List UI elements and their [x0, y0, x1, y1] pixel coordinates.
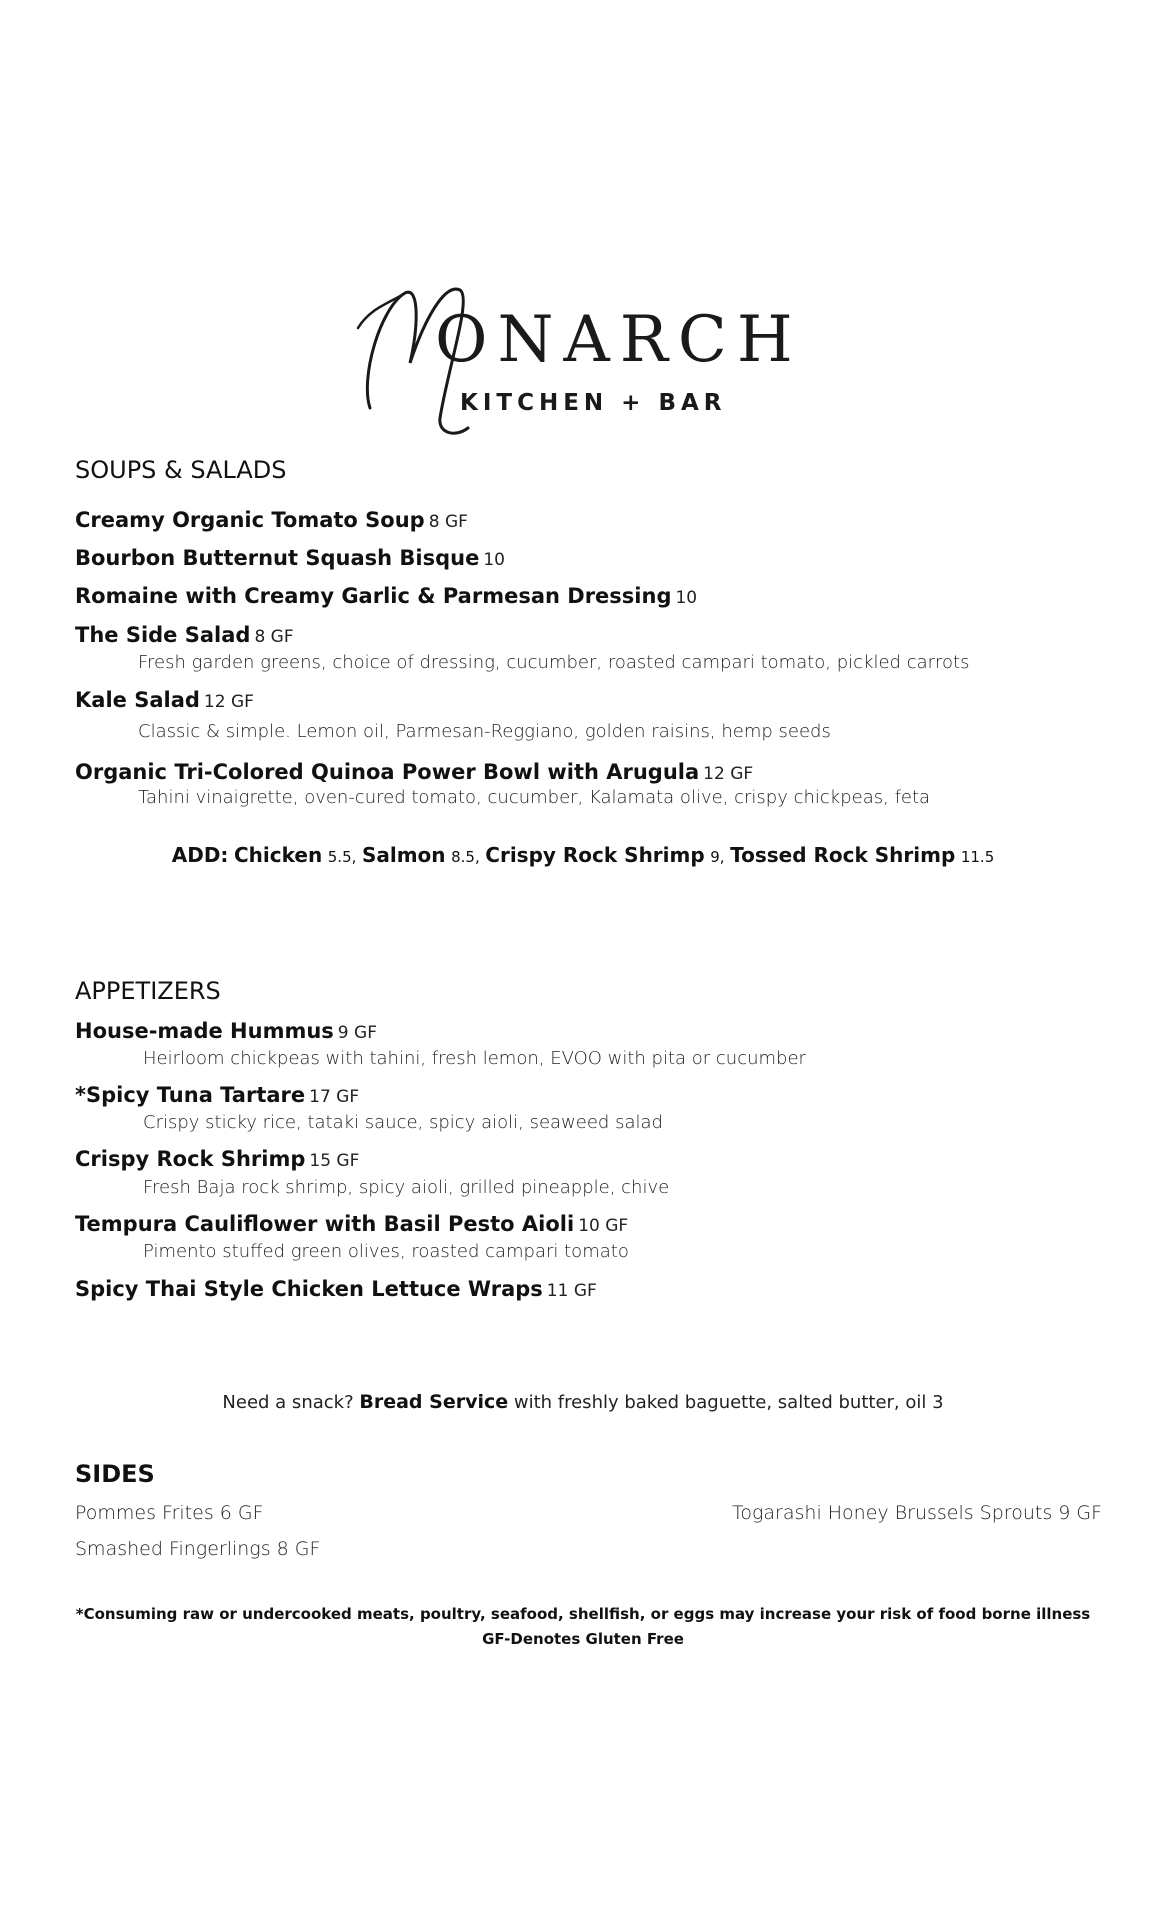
menu-item	[75, 1277, 597, 1302]
add-salmon-price: 8.5,	[451, 848, 480, 866]
menu-item	[75, 1212, 628, 1237]
item-name: Spicy Thai Style Chicken Lettuce Wraps	[75, 1277, 543, 1301]
logo-wordmark: ONARCH	[435, 303, 803, 377]
item-name: Crispy Rock Shrimp	[75, 1147, 306, 1171]
bread-prefix: Need a snack?	[222, 1392, 354, 1413]
side-item: Pommes Frites 6 GF	[75, 1502, 264, 1524]
item-name: Bourbon Butternut Squash Bisque	[75, 546, 480, 570]
item-name: Kale Salad	[75, 688, 200, 712]
menu-item	[75, 508, 468, 533]
item-price: 8 GF	[428, 512, 468, 532]
item-description: Crispy sticky rice, tataki sauce, spicy aioli, seaweed salad	[143, 1112, 663, 1133]
item-name: *Spicy Tuna Tartare	[75, 1083, 306, 1107]
menu-item	[75, 1147, 359, 1172]
item-description: Classic & simple. Lemon oil, Parmesan-Reggiano, golden raisins, hemp seeds	[138, 721, 831, 742]
item-name: The Side Salad	[75, 623, 251, 647]
raw-food-warning: *Consuming raw or undercooked meats, poultry, seafood, shellfish, or eggs may increase your risk of food borne illness	[75, 1605, 1091, 1623]
menu-item	[75, 546, 505, 571]
bread-service-line	[0, 1391, 1166, 1413]
item-price: 10	[483, 550, 505, 570]
menu-item	[75, 623, 294, 648]
add-tossed-shrimp: Tossed Rock Shrimp	[730, 843, 956, 867]
item-description: Pimento stuffed green olives, roasted campari tomato	[143, 1241, 629, 1262]
add-tossed-shrimp-price: 11.5	[960, 848, 995, 866]
section-heading-soups-salads: SOUPS & SALADS	[75, 456, 287, 484]
menu-item	[75, 760, 753, 785]
bread-suffix: with freshly baked baguette, salted butter, oil 3	[513, 1392, 944, 1413]
item-name: Creamy Organic Tomato Soup	[75, 508, 425, 532]
item-description: Fresh Baja rock shrimp, spicy aioli, grilled pineapple, chive	[143, 1177, 670, 1198]
item-name: Tempura Cauliflower with Basil Pesto Aioli	[75, 1212, 575, 1236]
item-name: Organic Tri-Colored Quinoa Power Bowl with Arugula	[75, 760, 700, 784]
menu-item	[75, 1019, 377, 1044]
restaurant-logo	[350, 268, 850, 438]
section-heading-sides: SIDES	[75, 1460, 155, 1488]
menu-item	[75, 584, 697, 609]
item-price: 10	[675, 588, 698, 608]
item-price: 17 GF	[309, 1087, 360, 1107]
item-name: House-made Hummus	[75, 1019, 334, 1043]
add-crispy-shrimp-price: 9,	[710, 848, 725, 866]
add-label: ADD:	[171, 843, 229, 867]
add-salmon: Salmon	[361, 843, 446, 867]
item-price: 10 GF	[578, 1216, 629, 1236]
add-chicken-price: 5.5,	[327, 848, 357, 866]
add-protein-line	[0, 843, 1166, 868]
add-chicken: Chicken	[234, 843, 323, 867]
side-item: Smashed Fingerlings 8 GF	[75, 1538, 321, 1560]
add-crispy-shrimp: Crispy Rock Shrimp	[485, 843, 705, 867]
item-name: Romaine with Creamy Garlic & Parmesan Dressing	[75, 584, 672, 608]
menu-item	[75, 688, 254, 713]
bread-name: Bread Service	[359, 1391, 509, 1413]
item-price: 11 GF	[546, 1281, 597, 1301]
gluten-free-note: GF-Denotes Gluten Free	[482, 1630, 684, 1648]
item-description: Heirloom chickpeas with tahini, fresh lemon, EVOO with pita or cucumber	[143, 1048, 806, 1069]
item-price: 15 GF	[309, 1151, 360, 1171]
item-price: 8 GF	[254, 627, 294, 647]
side-item: Togarashi Honey Brussels Sprouts 9 GF	[732, 1502, 1103, 1524]
item-price: 12 GF	[203, 692, 254, 712]
item-price: 9 GF	[337, 1023, 377, 1043]
logo-subtitle: KITCHEN + BAR	[460, 390, 727, 416]
menu-item	[75, 1083, 359, 1108]
section-heading-appetizers: APPETIZERS	[75, 977, 221, 1005]
item-price: 12 GF	[703, 764, 754, 784]
item-description: Fresh garden greens, choice of dressing, cucumber, roasted campari tomato, pickled carrots	[138, 652, 970, 673]
item-description: Tahini vinaigrette, oven-cured tomato, cucumber, Kalamata olive, crispy chickpeas, feta	[138, 787, 931, 808]
